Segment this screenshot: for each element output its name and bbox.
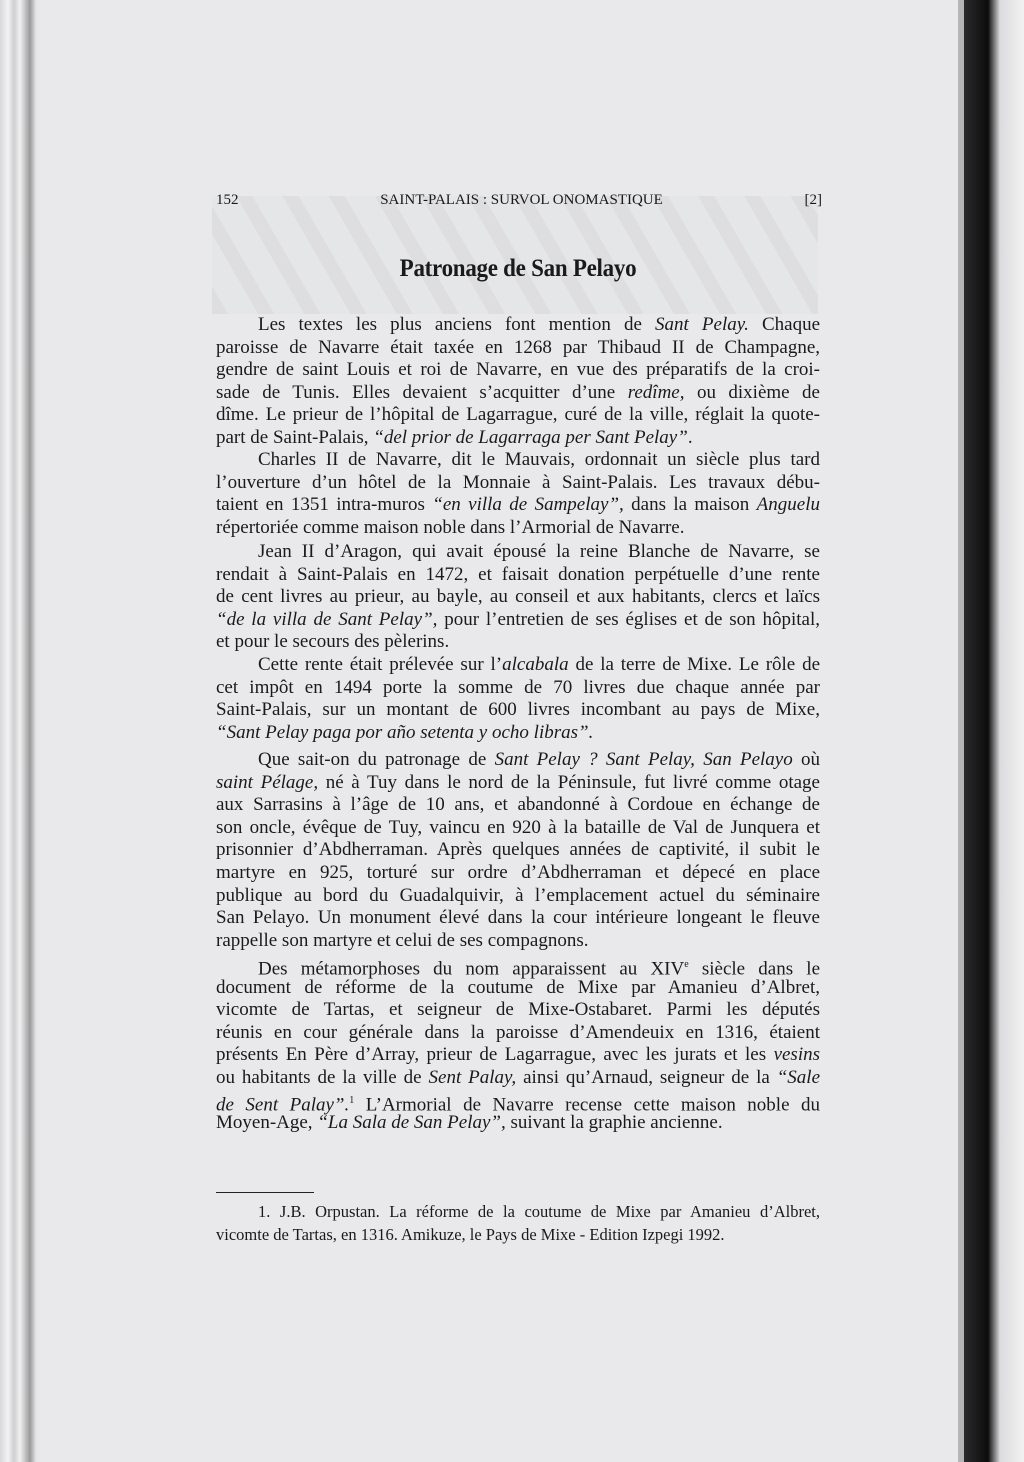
paragraph [216,449,820,539]
text-segment: Cette rente était prélevée sur l’ [258,654,503,675]
text-segment: gendre de saint Louis et roi de Navarre, en vue des préparatifs de la croi- [216,359,820,381]
italic-text: redîme, [627,381,685,403]
superscript: 1 [349,1094,355,1106]
italic-text: “Sant Pelay paga por año setenta y ocho libras”. [216,721,594,743]
text-line [216,654,820,677]
text-segment: où [792,749,821,770]
text-line [216,541,820,564]
italic-text: saint Pélage, [216,771,319,793]
text-segment: né à Tuy dans le nord de la Péninsule, fut livré comme otage [318,771,820,793]
text-segment: ou dixième de [684,381,820,403]
text-segment: sade de Tunis. Elles devaient s’acquitter d’une [216,381,628,403]
text-line [216,517,820,540]
text-segment: rappelle son martyre et celui de ses compagnons. [216,929,589,951]
italic-text: “del prior de Lagarraga per Sant Pelay” [373,426,688,448]
paragraph [216,314,820,450]
text-line [216,427,820,450]
text-segment: paroisse de Navarre était taxée en 1268 par Thibaud II de Champagne, [216,336,820,358]
text-segment: ainsi qu’Arnaud, seigneur de la [516,1066,777,1088]
text-line [216,885,820,908]
italic-text: “La Sala de San Pelay”, [317,1112,506,1134]
facing-page-edge [964,0,1024,1462]
text-line [216,772,820,795]
text-segment: vicomte de Tartas, et seigneur de Mixe-Ostabaret. Parmi les députés [216,999,820,1021]
text-segment: dans la maison [623,494,757,516]
running-title: SAINT-PALAIS : SURVOL ONOMASTIQUE [380,192,663,208]
italic-text: “Sale [776,1066,820,1088]
page-title: Patronage de San Pelayo [399,255,637,282]
text-line [216,1090,820,1113]
italic-text: Sant Pelay. [655,314,749,335]
text-line [216,677,820,700]
text-segment: . [687,426,693,448]
text-line [216,817,820,840]
text-line [216,977,820,1000]
text-line [216,1044,820,1067]
paragraph [216,654,820,744]
text-segment: Moyen-Age, [216,1112,318,1134]
footnote [216,1201,820,1246]
text-line [216,930,820,953]
text-line [216,1067,820,1090]
text-segment: siècle dans le [688,958,820,980]
text-segment: San Pelayo. Un monument élevé dans la cour intérieure longeant le fleuve [216,907,820,929]
italic-text: vesins [773,1044,820,1066]
text-segment: dîme. Le prieur de l’hôpital de Lagarrague, curé de la ville, réglait la quote- [216,404,820,426]
text-line [216,722,820,745]
text-line [216,586,820,609]
text-line [216,699,820,722]
text-line [216,1112,820,1135]
text-segment: Charles II de Navarre, dit le Mauvais, ordonnait un siècle plus tard [258,449,820,470]
text-line [216,564,820,587]
text-segment: pour l’entretien de ses églises et de son hôpital, [437,608,821,630]
text-line [216,382,820,405]
text-segment: ou habitants de la ville de [216,1066,429,1088]
paragraph [216,954,820,1135]
text-segment: Que sait-on du patronage de [258,749,495,770]
italic-text: “de la villa de Sant Pelay”, [216,608,438,630]
text-segment: suivant la graphie ancienne. [505,1112,723,1134]
text-line [216,749,820,772]
paragraph [216,749,820,952]
text-segment: prisonnier d’Abdherraman. Après quelques années de captivité, il subit le [216,839,820,861]
italic-text: alcabala [502,654,569,675]
text-segment: Chaque [748,314,821,335]
text-line [216,609,820,632]
text-segment: Des métamorphoses du nom apparaissent au XIV [258,958,685,980]
italic-text: Sent Palay, [428,1066,517,1088]
text-segment: aux Sarrasins à l’âge de 10 ans, et abandonné à Cordoue en échange de [216,794,820,816]
section-number: [2] [804,192,822,208]
page-number: 152 [216,192,239,208]
text-line [216,314,820,337]
footnote-line: vicomte de Tartas, en 1316. Amikuze, le Pays de Mixe - Edition Izpegi 1992. [216,1224,725,1244]
text-segment: document de réforme de la coutume de Mixe par Amanieu d’Albret, [216,976,820,998]
italic-text: de Sent Palay”. [216,1093,350,1115]
text-line [216,999,820,1022]
text-segment: rendait à Saint-Palais en 1472, et faisait donation perpétuelle d’une rente [216,563,820,585]
text-segment: L’Armorial de Navarre recense cette maison noble du [354,1093,821,1115]
text-segment: présents En Père d’Array, prieur de Lagarrague, avec les jurats et les [216,1044,774,1066]
text-line [216,631,820,654]
text-line [216,839,820,862]
text-segment: part de Saint-Palais, [216,426,374,448]
text-line [216,862,820,885]
text-segment: de la terre de Mixe. Le rôle de [568,654,821,675]
text-line [216,1022,820,1045]
text-line [216,359,820,382]
text-segment: publique au bord du Guadalquivir, à l’emplacement actuel du séminaire [216,884,820,906]
text-line [216,954,820,980]
text-segment: de cent livres au prieur, au bayle, au conseil et aux habitants, clercs et laïcs [216,586,820,608]
text-segment: répertoriée comme maison noble dans l’Armorial de Navarre. [216,516,685,538]
text-line [216,404,820,427]
text-line [216,794,820,817]
book-spine [0,0,40,1462]
footnote-separator [216,1192,314,1193]
running-header [216,192,822,209]
italic-text: Anguelu [756,494,820,516]
text-line [216,337,820,360]
text-segment: Saint-Palais, sur un montant de 600 livres incombant au pays de Mixe, [216,699,820,721]
text-segment: et pour le secours des pèlerins. [216,631,450,653]
text-segment: Les textes les plus anciens font mention de [258,314,656,335]
italic-text: Sant Pelay ? Sant Pelay, San Pelayo [494,749,793,770]
text-line [216,907,820,930]
text-line [216,449,820,472]
text-segment: réunis en cour générale dans la paroisse d’Amendeuix en 1316, étaient [216,1021,820,1043]
text-line [216,494,820,517]
superscript: e [684,959,689,970]
footnote-line: 1. J.B. Orpustan. La réforme de la coutume de Mixe par Amanieu d’Albret, [258,1202,820,1221]
italic-text: “en villa de Sampelay”, [432,494,624,516]
text-segment: l’ouverture d’un hôtel de la Monnaie à Saint-Palais. Les travaux débu- [216,471,820,493]
text-segment: son oncle, évêque de Tuy, vaincu en 920 à la bataille de Val de Junquera et [216,816,820,838]
text-segment: martyre en 925, torturé sur ordre d’Abdherraman et dépecé en place [216,861,820,883]
text-segment: taient en 1351 intra-muros [216,494,433,516]
text-line [216,472,820,495]
text-segment: cet impôt en 1494 porte la somme de 70 livres due chaque année par [216,676,820,698]
text-segment: Jean II d’Aragon, qui avait épousé la reine Blanche de Navarre, se [258,541,820,562]
paragraph [216,541,820,654]
